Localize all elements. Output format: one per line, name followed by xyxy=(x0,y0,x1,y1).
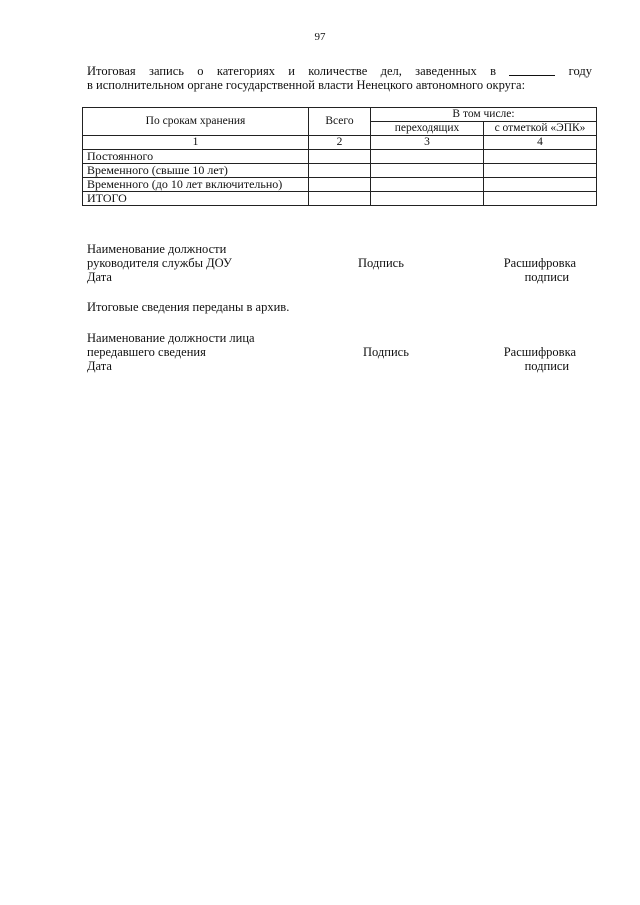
intro-year-word: году xyxy=(568,64,592,78)
table-cell xyxy=(484,192,597,206)
decode-label: Расшифровка xyxy=(503,256,576,270)
intro-word: количестве xyxy=(308,64,368,78)
header-including: В том числе: xyxy=(371,108,597,122)
column-number: 1 xyxy=(83,136,309,150)
archive-note: Итоговые сведения переданы в архив. xyxy=(87,300,290,314)
page-number: 97 xyxy=(314,31,326,43)
position-title-line: руководителя службы ДОУ xyxy=(87,256,232,270)
row-category: Постоянного xyxy=(83,150,309,164)
signature-block-sender xyxy=(87,331,592,375)
signature-decode xyxy=(504,345,576,373)
records-table xyxy=(82,107,597,206)
intro-word: дел, xyxy=(380,64,402,78)
intro-line-1 xyxy=(87,64,592,78)
decode-label: Расшифровка xyxy=(503,345,576,359)
table-cell xyxy=(309,164,371,178)
signature-decode xyxy=(504,256,576,284)
decode-label: подписи xyxy=(524,359,570,373)
position-labels xyxy=(87,331,255,373)
signature-block-head xyxy=(87,242,592,286)
position-title-line: Наименование должности лица xyxy=(87,331,255,345)
table-cell xyxy=(371,164,484,178)
column-number: 3 xyxy=(371,136,484,150)
row-category: ИТОГО xyxy=(83,192,309,206)
intro-paragraph xyxy=(87,64,592,92)
table-cell xyxy=(309,178,371,192)
header-epk: с отметкой «ЭПК» xyxy=(484,122,597,136)
intro-word: запись xyxy=(149,64,184,78)
intro-word: в xyxy=(490,64,497,78)
intro-line-2: в исполнительном органе государственной власти Ненецкого автономного округа: xyxy=(87,78,526,92)
table-row xyxy=(83,150,597,164)
position-title-line: Наименование должности xyxy=(87,242,227,256)
table-cell xyxy=(484,150,597,164)
table-cell xyxy=(309,150,371,164)
signature-label: Подпись xyxy=(358,256,404,270)
column-number-row xyxy=(83,136,597,150)
table-cell xyxy=(484,164,597,178)
position-labels xyxy=(87,242,232,284)
row-category: Временного (до 10 лет включительно) xyxy=(83,178,309,192)
column-number: 2 xyxy=(309,136,371,150)
position-title-line: передавшего сведения xyxy=(87,345,206,359)
table-cell xyxy=(371,150,484,164)
decode-label: подписи xyxy=(524,270,570,284)
intro-word: категориях xyxy=(216,64,275,78)
intro-word: о xyxy=(197,64,204,78)
intro-word: Итоговая xyxy=(87,64,136,78)
intro-word: и xyxy=(288,64,295,78)
table-row xyxy=(83,178,597,192)
intro-word: заведенных xyxy=(415,64,477,78)
date-label: Дата xyxy=(87,270,112,284)
table-cell xyxy=(484,178,597,192)
header-total: Всего xyxy=(309,108,371,136)
table-cell xyxy=(309,192,371,206)
year-blank-line xyxy=(509,64,555,76)
table-cell xyxy=(371,192,484,206)
header-retention: По срокам хранения xyxy=(83,108,309,136)
table-row xyxy=(83,164,597,178)
date-label: Дата xyxy=(87,359,112,373)
header-transferred: переходящих xyxy=(371,122,484,136)
table-row xyxy=(83,192,597,206)
table-cell xyxy=(371,178,484,192)
row-category: Временного (свыше 10 лет) xyxy=(83,164,309,178)
column-number: 4 xyxy=(484,136,597,150)
signature-label: Подпись xyxy=(363,345,409,359)
